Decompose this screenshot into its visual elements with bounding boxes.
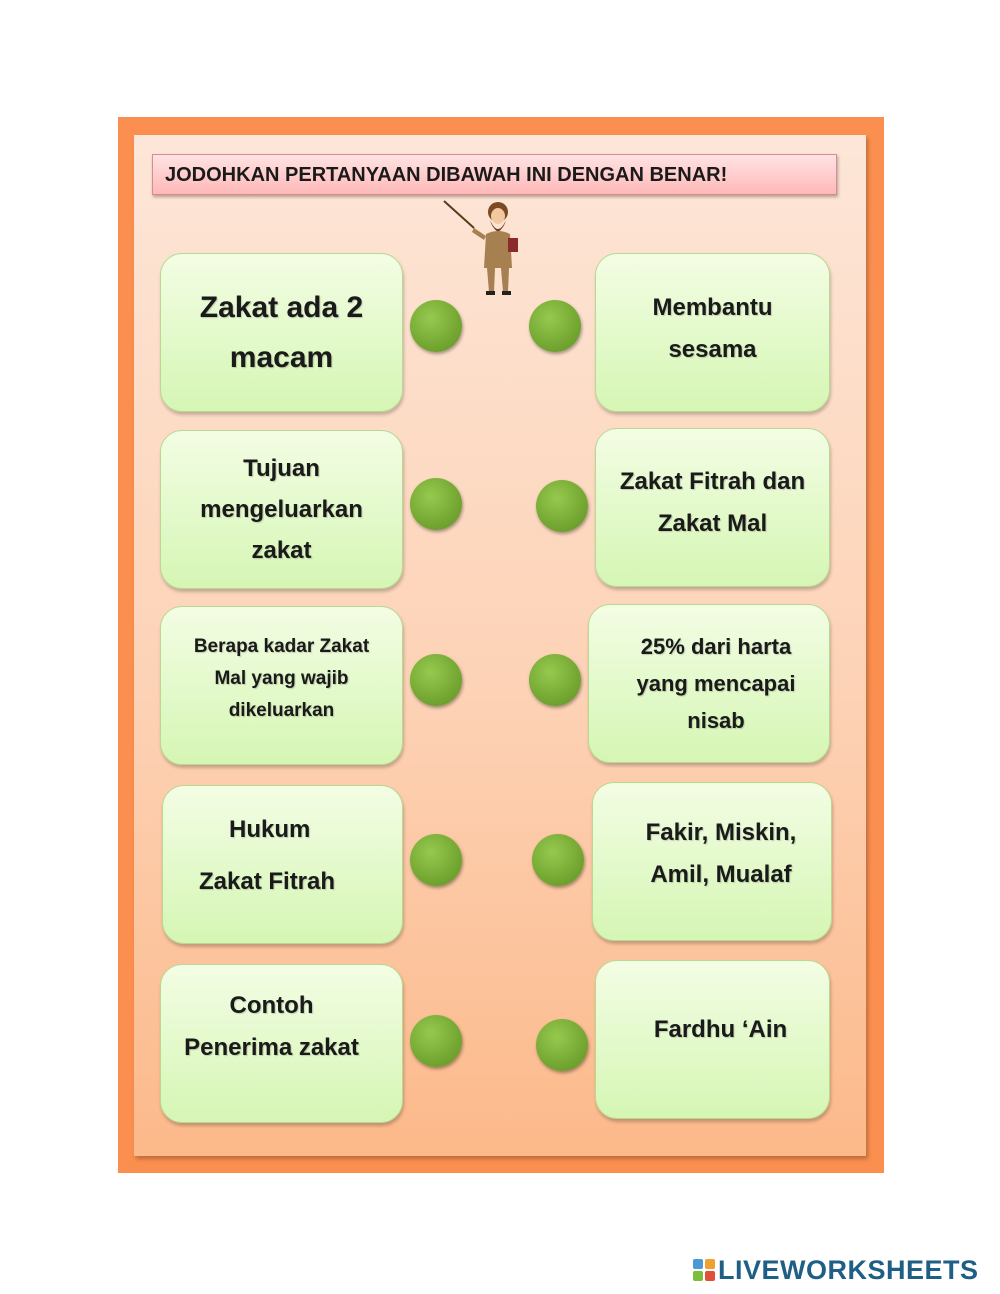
question-text: dikeluarkan	[228, 700, 335, 721]
answer-text: yang mencapai	[636, 671, 796, 696]
question-card-4	[162, 785, 403, 944]
answer-text: Membantu	[652, 293, 773, 321]
answer-card-3	[588, 604, 830, 763]
answer-card-1	[595, 253, 830, 412]
answer-connector-dot-3[interactable]	[529, 654, 581, 706]
question-text: Zakat Fitrah	[199, 868, 336, 895]
question-text: macam	[229, 340, 334, 374]
question-text: Contoh	[229, 992, 314, 1019]
answer-connector-dot-4[interactable]	[532, 834, 584, 886]
answer-text: Zakat Mal	[657, 509, 768, 537]
teacher-pointing-icon	[440, 198, 525, 296]
question-card-5	[160, 964, 403, 1123]
question-card-3	[160, 606, 403, 765]
question-text: Penerima zakat	[184, 1034, 359, 1061]
question-text: Tujuan	[243, 455, 320, 482]
question-text: Zakat ada 2	[199, 290, 364, 324]
answer-connector-dot-5[interactable]	[536, 1019, 588, 1071]
answer-card-2	[595, 428, 830, 587]
brand-name: LIVEWORKSHEETS	[718, 1254, 979, 1285]
liveworksheets-footer	[693, 1255, 979, 1285]
question-text: Mal yang wajib	[214, 668, 349, 689]
question-text: Berapa kadar Zakat	[193, 636, 370, 657]
answer-text: sesama	[668, 335, 757, 363]
question-connector-dot-3[interactable]	[410, 654, 462, 706]
question-connector-dot-4[interactable]	[410, 834, 462, 886]
answer-text: 25% dari harta	[640, 634, 792, 659]
question-text: zakat	[251, 537, 312, 564]
question-text: mengeluarkan	[200, 496, 363, 523]
question-card-2	[160, 430, 403, 589]
question-text: Hukum	[229, 816, 311, 843]
answer-text: nisab	[687, 708, 745, 733]
answer-connector-dot-1[interactable]	[529, 300, 581, 352]
answer-card-5	[595, 960, 830, 1119]
worksheet-title: JODOHKAN PERTANYAAN DIBAWAH INI DENGAN BENAR!	[152, 154, 837, 195]
answer-text: Amil, Mualaf	[650, 860, 792, 888]
question-card-1	[160, 253, 403, 412]
answer-text: Fardhu ‘Ain	[653, 1015, 788, 1043]
answer-card-4	[592, 782, 832, 941]
liveworksheets-logo-icon	[693, 1259, 715, 1281]
question-connector-dot-5[interactable]	[410, 1015, 462, 1067]
answer-connector-dot-2[interactable]	[536, 480, 588, 532]
question-connector-dot-2[interactable]	[410, 478, 462, 530]
answer-text: Fakir, Miskin,	[645, 818, 797, 846]
question-connector-dot-1[interactable]	[410, 300, 462, 352]
answer-text: Zakat Fitrah dan	[619, 467, 806, 495]
